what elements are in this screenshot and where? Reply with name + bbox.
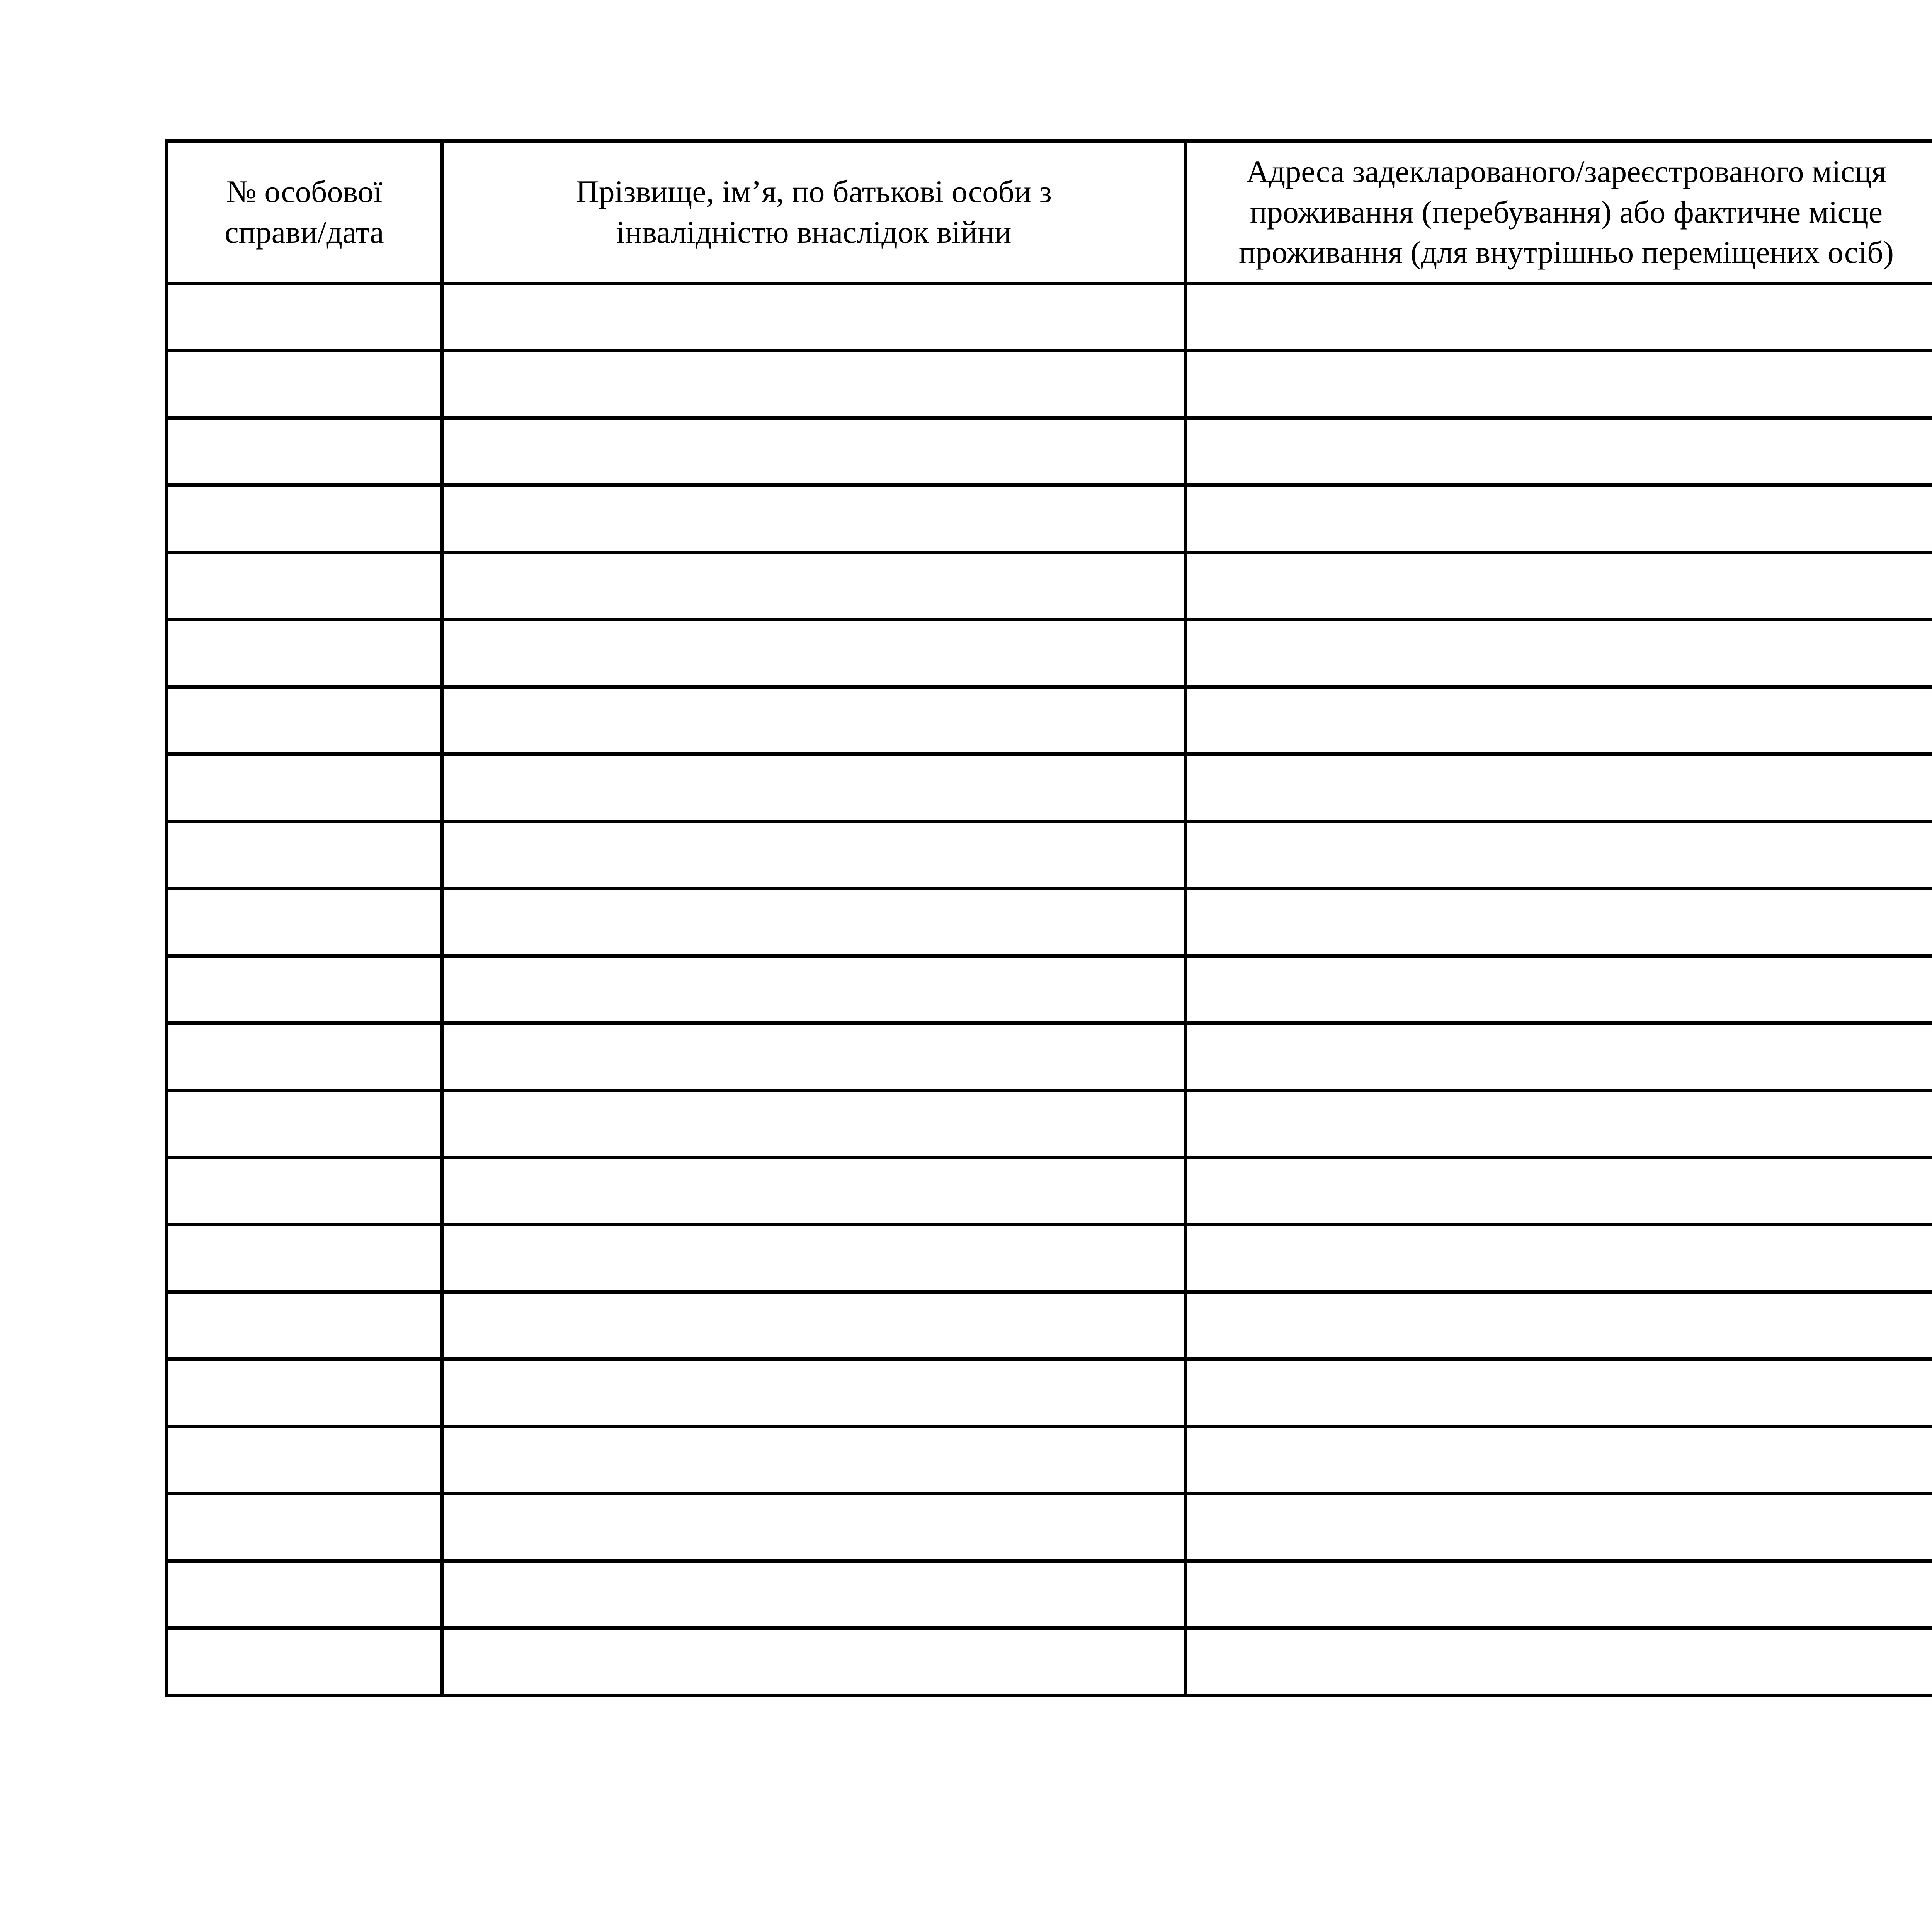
cell-full-name[interactable]: [442, 1225, 1186, 1292]
cell-address[interactable]: [1186, 1023, 1932, 1090]
table-row: [167, 620, 1932, 687]
cell-address[interactable]: [1186, 889, 1932, 956]
cell-case-number[interactable]: [167, 351, 442, 418]
cell-full-name[interactable]: [442, 1561, 1186, 1628]
cell-full-name[interactable]: [442, 687, 1186, 754]
cell-case-number[interactable]: [167, 1023, 442, 1090]
table-row: [167, 1494, 1932, 1561]
table-row: [167, 1158, 1932, 1225]
cell-case-number[interactable]: [167, 822, 442, 889]
cell-case-number[interactable]: [167, 1494, 442, 1561]
table-row: [167, 822, 1932, 889]
cell-case-number[interactable]: [167, 889, 442, 956]
cell-full-name[interactable]: [442, 553, 1186, 620]
cell-full-name[interactable]: [442, 1494, 1186, 1561]
table-row: [167, 485, 1932, 553]
cell-address[interactable]: [1186, 687, 1932, 754]
table-row: [167, 1628, 1932, 1696]
table-row: [167, 284, 1932, 351]
cell-address[interactable]: [1186, 620, 1932, 687]
cell-case-number[interactable]: [167, 620, 442, 687]
cell-case-number[interactable]: [167, 418, 442, 485]
cell-full-name[interactable]: [442, 754, 1186, 822]
cell-case-number[interactable]: [167, 485, 442, 553]
column-header-full-name: Прізвище, ім’я, по батькові особи з інвалідністю внаслідок війни: [442, 141, 1186, 284]
table-body: [167, 284, 1932, 1696]
table-row: [167, 351, 1932, 418]
cell-case-number[interactable]: [167, 1225, 442, 1292]
cell-full-name[interactable]: [442, 1023, 1186, 1090]
table-row: [167, 1427, 1932, 1494]
cell-address[interactable]: [1186, 1292, 1932, 1359]
cell-case-number[interactable]: [167, 1628, 442, 1696]
cell-address[interactable]: [1186, 1561, 1932, 1628]
table-row: [167, 553, 1932, 620]
cell-case-number[interactable]: [167, 284, 442, 351]
cell-address[interactable]: [1186, 284, 1932, 351]
cell-address[interactable]: [1186, 956, 1932, 1023]
cell-full-name[interactable]: [442, 418, 1186, 485]
cell-address[interactable]: [1186, 1359, 1932, 1427]
cell-case-number[interactable]: [167, 687, 442, 754]
cell-full-name[interactable]: [442, 1427, 1186, 1494]
cell-address[interactable]: [1186, 1628, 1932, 1696]
cell-full-name[interactable]: [442, 485, 1186, 553]
cell-address[interactable]: [1186, 1158, 1932, 1225]
cell-full-name[interactable]: [442, 889, 1186, 956]
cell-case-number[interactable]: [167, 553, 442, 620]
cell-full-name[interactable]: [442, 351, 1186, 418]
cell-address[interactable]: [1186, 1427, 1932, 1494]
table-row: [167, 889, 1932, 956]
cell-case-number[interactable]: [167, 1359, 442, 1427]
table-row: [167, 1561, 1932, 1628]
cell-case-number[interactable]: [167, 1158, 442, 1225]
table-row: [167, 418, 1932, 485]
register-table: [165, 139, 1932, 1697]
table-row: [167, 1225, 1932, 1292]
cell-full-name[interactable]: [442, 1359, 1186, 1427]
cell-address[interactable]: [1186, 1090, 1932, 1158]
column-header-address: Адреса задекларованого/зареєстрованого місця проживання (перебування) або фактичне місце проживання (для внутрішньо переміщених осіб): [1186, 141, 1932, 284]
cell-case-number[interactable]: [167, 1090, 442, 1158]
cell-full-name[interactable]: [442, 284, 1186, 351]
cell-full-name[interactable]: [442, 956, 1186, 1023]
header-row: [167, 141, 1932, 284]
cell-full-name[interactable]: [442, 1090, 1186, 1158]
table-row: [167, 1292, 1932, 1359]
table-row: [167, 687, 1932, 754]
cell-address[interactable]: [1186, 1494, 1932, 1561]
column-header-case-number: № особової справи/дата: [167, 141, 442, 284]
cell-full-name[interactable]: [442, 620, 1186, 687]
cell-address[interactable]: [1186, 1225, 1932, 1292]
cell-full-name[interactable]: [442, 1292, 1186, 1359]
cell-address[interactable]: [1186, 553, 1932, 620]
cell-address[interactable]: [1186, 754, 1932, 822]
cell-address[interactable]: [1186, 485, 1932, 553]
table-row: [167, 754, 1932, 822]
cell-case-number[interactable]: [167, 1561, 442, 1628]
cell-case-number[interactable]: [167, 956, 442, 1023]
cell-address[interactable]: [1186, 351, 1932, 418]
table-row: [167, 956, 1932, 1023]
cell-address[interactable]: [1186, 822, 1932, 889]
table-row: [167, 1023, 1932, 1090]
cell-address[interactable]: [1186, 418, 1932, 485]
cell-case-number[interactable]: [167, 1427, 442, 1494]
table-row: [167, 1090, 1932, 1158]
table-row: [167, 1359, 1932, 1427]
cell-full-name[interactable]: [442, 822, 1186, 889]
cell-case-number[interactable]: [167, 1292, 442, 1359]
cell-case-number[interactable]: [167, 754, 442, 822]
cell-full-name[interactable]: [442, 1628, 1186, 1696]
cell-full-name[interactable]: [442, 1158, 1186, 1225]
